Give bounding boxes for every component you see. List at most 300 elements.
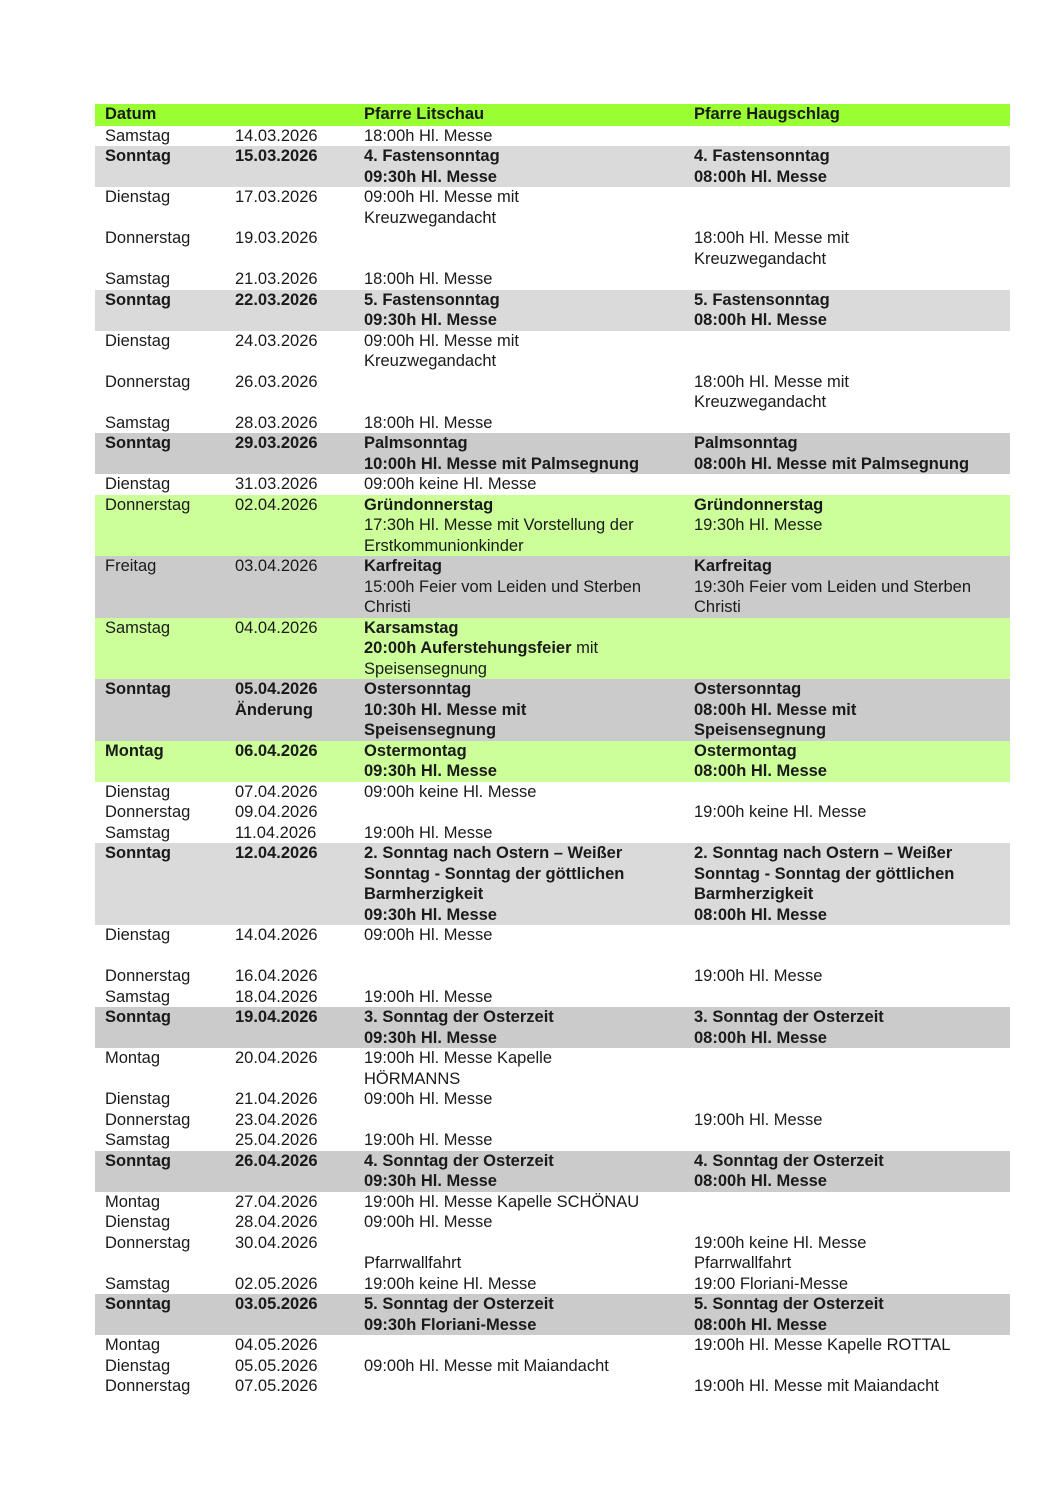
cell-litschau [354,269,684,290]
table-row [95,495,1010,557]
cell-litschau [354,1192,684,1213]
cell-date [225,741,354,782]
cell-haugschlag [684,1130,1010,1151]
date-text: 26.04.2026 [235,1151,318,1170]
event-text: 19:00h Hl. Messe [364,823,493,842]
cell-day: Donnerstag [105,1377,191,1395]
cell-litschau [354,966,684,987]
cell-date [225,331,354,372]
event-line [694,290,1010,311]
event-text: 18:00h Hl. Messe mit [694,229,849,247]
cell-litschau [354,126,684,147]
event-text: Kreuzwegandacht [694,393,827,411]
table-row [95,1048,1010,1089]
event-text: Kreuzwegandacht [694,249,827,268]
table-row [95,782,1010,803]
event-line [364,618,684,639]
event-line [364,556,684,577]
date-text: 11.04.2026 [235,823,317,842]
event-line [364,700,684,721]
event-text: Erstkommunionkinder [364,536,524,555]
table-row [95,1233,1010,1274]
date-text: 23.04.2026 [235,1110,318,1129]
table-row [95,187,1010,228]
schedule-table [95,104,1010,1397]
cell-haugschlag [684,1048,1010,1089]
cell-day: Donnerstag [105,1110,191,1129]
cell-haugschlag [684,126,1010,147]
cell-haugschlag [684,290,1010,331]
event-text-bold: Speisensegnung [694,721,827,739]
cell-haugschlag [684,782,1010,803]
event-line [364,864,684,885]
event-text: 09:00h Hl. Messe mit Maiandacht [364,1356,609,1375]
date-text: 27.04.2026 [235,1192,318,1211]
event-line [364,515,684,536]
date-text: 28.03.2026 [235,413,318,432]
cell-haugschlag [684,1110,1010,1131]
event-line [364,925,684,946]
cell-date [225,187,354,228]
event-line [364,597,684,618]
cell-haugschlag [684,1294,1010,1335]
event-line [694,454,1010,475]
date-text: 07.04.2026 [235,782,318,801]
cell-litschau [354,1048,684,1089]
date-text: 31.03.2026 [235,475,318,493]
cell-litschau [354,413,684,434]
date-text: 22.03.2026 [235,290,318,309]
event-line [694,905,1010,926]
event-text-bold: 4. Sonntag der Osterzeit [694,1151,884,1170]
event-text-bold: 08:00h Hl. Messe mit Palmsegnung [694,454,970,473]
event-line [364,1171,684,1192]
cell-haugschlag [684,433,1010,474]
cell-litschau [354,187,684,228]
event-line [364,1253,684,1274]
event-line [694,597,1010,618]
event-text-bold: 4. Fastensonntag [364,147,500,165]
cell-date [225,802,354,823]
cell-litschau [354,987,684,1008]
event-line [694,577,1010,598]
event-text: 19:00h Hl. Messe [694,1110,823,1129]
table-row [95,413,1010,434]
event-line [694,1151,1010,1172]
cell-date [225,269,354,290]
table-row [95,843,1010,925]
cell-litschau [354,228,684,269]
cell-date [225,1335,354,1356]
event-text: 09:00h Hl. Messe mit [364,331,519,350]
event-line [694,761,1010,782]
table-row [95,1376,1010,1397]
cell-litschau [354,802,684,823]
cell-day: Donnerstag [105,229,191,247]
table-row [95,802,1010,823]
cell-day: Freitag [105,557,157,575]
event-line [694,495,1010,516]
event-text-bold: Ostersonntag [364,680,472,698]
event-line [694,802,1010,823]
event-text-bold: 09:30h Hl. Messe [364,1172,497,1190]
event-text-bold: 5. Sonntag der Osterzeit [694,1295,884,1313]
date-text: 28.04.2026 [235,1213,318,1231]
event-line [364,1233,684,1254]
date-text: 04.04.2026 [235,618,318,637]
cell-date [225,1007,354,1048]
cell-day: Donnerstag [105,495,191,514]
cell-haugschlag [684,618,1010,680]
table-row [95,372,1010,413]
date-text: 02.04.2026 [235,495,318,514]
cell-day: Montag [105,741,164,760]
cell-day: Samstag [105,823,171,842]
event-line [364,1048,684,1069]
date-text: 21.04.2026 [235,1090,318,1108]
event-line [364,474,684,495]
cell-day: Dienstag [105,188,171,206]
header-pfarre-litschau: Pfarre Litschau [364,105,485,123]
event-line [364,495,684,516]
cell-day: Samstag [105,987,171,1006]
event-text: 19:00h Hl. Messe Kapelle [364,1049,553,1067]
cell-litschau [354,331,684,372]
event-line [694,249,1010,270]
table-row [95,269,1010,290]
event-text-bold: 09:30h Hl. Messe [364,311,497,329]
event-text: 19:00h keine Hl. Messe [364,1274,537,1293]
event-text: 09:00h Hl. Messe [364,1213,493,1231]
event-text-bold: 3. Sonntag der Osterzeit [364,1008,554,1026]
event-text: 09:00h keine Hl. Messe [364,475,537,493]
cell-litschau [354,1089,684,1110]
cell-date [225,1233,354,1274]
event-text-bold: Ostermontag [694,741,797,760]
event-line [364,208,684,229]
cell-date [225,126,354,147]
cell-haugschlag [684,1007,1010,1048]
cell-haugschlag [684,925,1010,966]
date-text: 14.03.2026 [235,126,318,145]
cell-date [225,1294,354,1335]
event-text-bold: Palmsonntag [364,434,468,452]
event-text-bold: Speisensegnung [364,721,497,739]
cell-litschau [354,556,684,618]
event-line [364,269,684,290]
table-body [95,126,1010,1397]
cell-day: Donnerstag [105,967,191,985]
event-line [694,966,1010,987]
cell-haugschlag [684,556,1010,618]
event-text-bold: 20:00h Auferstehungsfeier [364,639,572,657]
cell-date [225,1089,354,1110]
cell-date [225,966,354,987]
event-text-bold: 10:00h Hl. Messe mit Palmsegnung [364,454,640,473]
event-text-bold: 5. Fastensonntag [364,290,500,309]
cell-date [225,556,354,618]
date-text: 14.04.2026 [235,926,318,944]
cell-date [225,290,354,331]
date-text: 20.04.2026 [235,1049,318,1067]
event-text-bold: 08:00h Hl. Messe mit [694,700,857,719]
event-line [694,1233,1010,1254]
event-text: 18:00h Hl. Messe [364,413,493,432]
cell-date [225,987,354,1008]
event-text: Pfarrwallfahrt [694,1254,792,1272]
event-line [364,187,684,208]
event-text-bold: Barmherzigkeit [364,885,484,903]
cell-haugschlag [684,679,1010,741]
event-line [694,884,1010,905]
event-text-bold: 08:00h Hl. Messe [694,762,827,780]
cell-day: Montag [105,1336,161,1354]
table-row [95,1212,1010,1233]
event-text-bold: Karfreitag [694,557,772,575]
event-text: 19:00h Hl. Messe mit Maiandacht [694,1377,939,1395]
cell-day: Dienstag [105,1356,171,1375]
event-text-bold: 08:00h Hl. Messe [694,311,827,329]
cell-haugschlag [684,495,1010,557]
event-line [694,679,1010,700]
event-line [364,146,684,167]
event-line [364,577,684,598]
event-line [694,146,1010,167]
cell-day: Dienstag [105,475,171,493]
event-line [364,331,684,352]
event-text-bold: Palmsonntag [694,434,798,452]
table-row [95,1007,1010,1048]
cell-day: Sonntag [105,434,171,452]
date-text: 09.04.2026 [235,803,318,821]
cell-day: Sonntag [105,147,171,165]
event-text-bold: Karfreitag [364,557,442,575]
event-line [694,864,1010,885]
cell-haugschlag [684,413,1010,434]
event-line [694,843,1010,864]
spacer-line [235,946,354,967]
cell-day: Sonntag [105,1008,171,1026]
cell-day: Montag [105,1192,161,1211]
event-text: Pfarrwallfahrt [364,1254,462,1272]
table-row [95,290,1010,331]
cell-day: Dienstag [105,926,171,944]
cell-day: Sonntag [105,1151,171,1170]
event-line [364,638,684,659]
cell-date [225,823,354,844]
event-line [694,1171,1010,1192]
cell-litschau [354,372,684,413]
event-line [364,310,684,331]
event-line [364,1151,684,1172]
date-text: 24.03.2026 [235,331,318,350]
table-row [95,556,1010,618]
table-row [95,987,1010,1008]
event-text: 19:00h Hl. Messe [364,1131,493,1149]
event-text: 09:00h Hl. Messe mit [364,188,519,206]
header-date [225,104,354,126]
event-line [694,372,1010,393]
event-text-bold: 08:00h Hl. Messe [694,1172,827,1190]
event-text: HÖRMANNS [364,1069,461,1088]
cell-date [225,1130,354,1151]
cell-haugschlag [684,987,1010,1008]
date-text: 19.03.2026 [235,229,318,247]
event-line [364,884,684,905]
event-text: 15:00h Feier vom Leiden und Sterben [364,577,642,596]
event-text: 18:00h Hl. Messe [364,126,493,145]
date-text: 12.04.2026 [235,844,318,862]
table-row [95,1274,1010,1295]
event-text-bold: Sonntag - Sonntag der göttlichen [364,864,625,883]
event-text-bold: 4. Sonntag der Osterzeit [364,1151,554,1170]
cell-haugschlag [684,1233,1010,1274]
event-text: 17:30h Hl. Messe mit Vorstellung der [364,516,634,534]
cell-day: Samstag [105,1131,171,1149]
table-row [95,331,1010,372]
event-line [364,1069,684,1090]
event-text: 19:30h Hl. Messe [694,516,823,534]
cell-litschau [354,925,684,966]
event-line [364,454,684,475]
table-row [95,433,1010,474]
event-text: Christi [364,598,411,616]
event-text-bold: 5. Fastensonntag [694,290,830,309]
cell-litschau [354,1335,684,1356]
event-line [364,843,684,864]
cell-haugschlag [684,1192,1010,1213]
event-line [364,1089,684,1110]
cell-litschau [354,823,684,844]
cell-date [225,1212,354,1233]
event-line [364,351,684,372]
date-text: 30.04.2026 [235,1233,318,1252]
event-line [364,536,684,557]
event-text-bold: 08:00h Hl. Messe [694,905,827,924]
table-row [95,1294,1010,1335]
event-line [364,659,684,680]
date-text: 16.04.2026 [235,967,318,985]
cell-litschau [354,1212,684,1233]
cell-litschau [354,679,684,741]
date-text: 02.05.2026 [235,1274,318,1293]
event-text-bold: 10:30h Hl. Messe mit [364,700,527,719]
table-row [95,679,1010,741]
event-line [364,290,684,311]
event-text-bold: Karsamstag [364,618,459,637]
table-row [95,618,1010,680]
event-line [694,556,1010,577]
event-line [694,1315,1010,1336]
cell-litschau [354,1151,684,1192]
event-line [364,720,684,741]
event-line [364,782,684,803]
event-line [364,823,684,844]
cell-date [225,1192,354,1213]
cell-day: Samstag [105,413,171,432]
event-line [364,1274,684,1295]
event-text: 19:00h Hl. Messe [694,967,823,985]
event-line [694,1274,1010,1295]
cell-haugschlag [684,1356,1010,1377]
event-text: 19:00h keine Hl. Messe [694,1233,867,1252]
event-line [694,1028,1010,1049]
cell-litschau [354,1376,684,1397]
event-line [364,987,684,1008]
event-line [364,126,684,147]
table-row [95,126,1010,147]
cell-haugschlag [684,146,1010,187]
cell-date [225,679,354,741]
event-text-bold: 08:00h Hl. Messe [694,1028,827,1047]
cell-day: Dienstag [105,331,171,350]
cell-litschau [354,146,684,187]
cell-date [225,433,354,474]
cell-haugschlag [684,372,1010,413]
header-pfarre-haugschlag: Pfarre Haugschlag [694,105,840,123]
cell-litschau [354,290,684,331]
date-text: 07.05.2026 [235,1377,318,1395]
cell-day: Donnerstag [105,803,191,821]
cell-haugschlag [684,228,1010,269]
event-text: 09:00h Hl. Messe [364,1090,493,1108]
event-text-bold: 09:30h Floriani-Messe [364,1315,537,1334]
cell-date [225,228,354,269]
cell-day: Samstag [105,618,171,637]
cell-day: Dienstag [105,1090,171,1108]
event-line [694,1376,1010,1397]
event-text: mit [571,639,599,657]
date-text: 29.03.2026 [235,434,318,452]
cell-haugschlag [684,966,1010,987]
cell-date [225,413,354,434]
cell-litschau [354,1110,684,1131]
cell-day: Dienstag [105,1213,171,1231]
cell-date [225,1274,354,1295]
event-line [364,433,684,454]
cell-haugschlag [684,823,1010,844]
event-line [364,1007,684,1028]
date-text: 18.04.2026 [235,987,318,1006]
header-datum: Datum [105,105,157,123]
event-line [694,392,1010,413]
cell-date [225,474,354,495]
event-line [364,167,684,188]
cell-litschau [354,1233,684,1274]
table-row [95,1356,1010,1377]
date-text: 25.04.2026 [235,1131,318,1149]
event-text: Kreuzwegandacht [364,352,497,370]
event-line [364,761,684,782]
cell-day: Samstag [105,1274,171,1293]
cell-day: Sonntag [105,844,171,862]
event-text: Kreuzwegandacht [364,208,497,227]
cell-haugschlag [684,1335,1010,1356]
cell-haugschlag [684,741,1010,782]
event-text: 09:00h keine Hl. Messe [364,782,537,801]
event-text-bold: Ostersonntag [694,680,802,698]
cell-date [225,1110,354,1131]
event-text-bold: 2. Sonntag nach Ostern – Weißer [364,844,623,862]
cell-litschau [354,433,684,474]
cell-date [225,618,354,680]
cell-day: Donnerstag [105,1233,191,1252]
cell-date [225,1151,354,1192]
date-text: 03.05.2026 [235,1295,318,1313]
cell-litschau [354,1274,684,1295]
cell-day: Montag [105,1049,161,1067]
table-row [95,1130,1010,1151]
